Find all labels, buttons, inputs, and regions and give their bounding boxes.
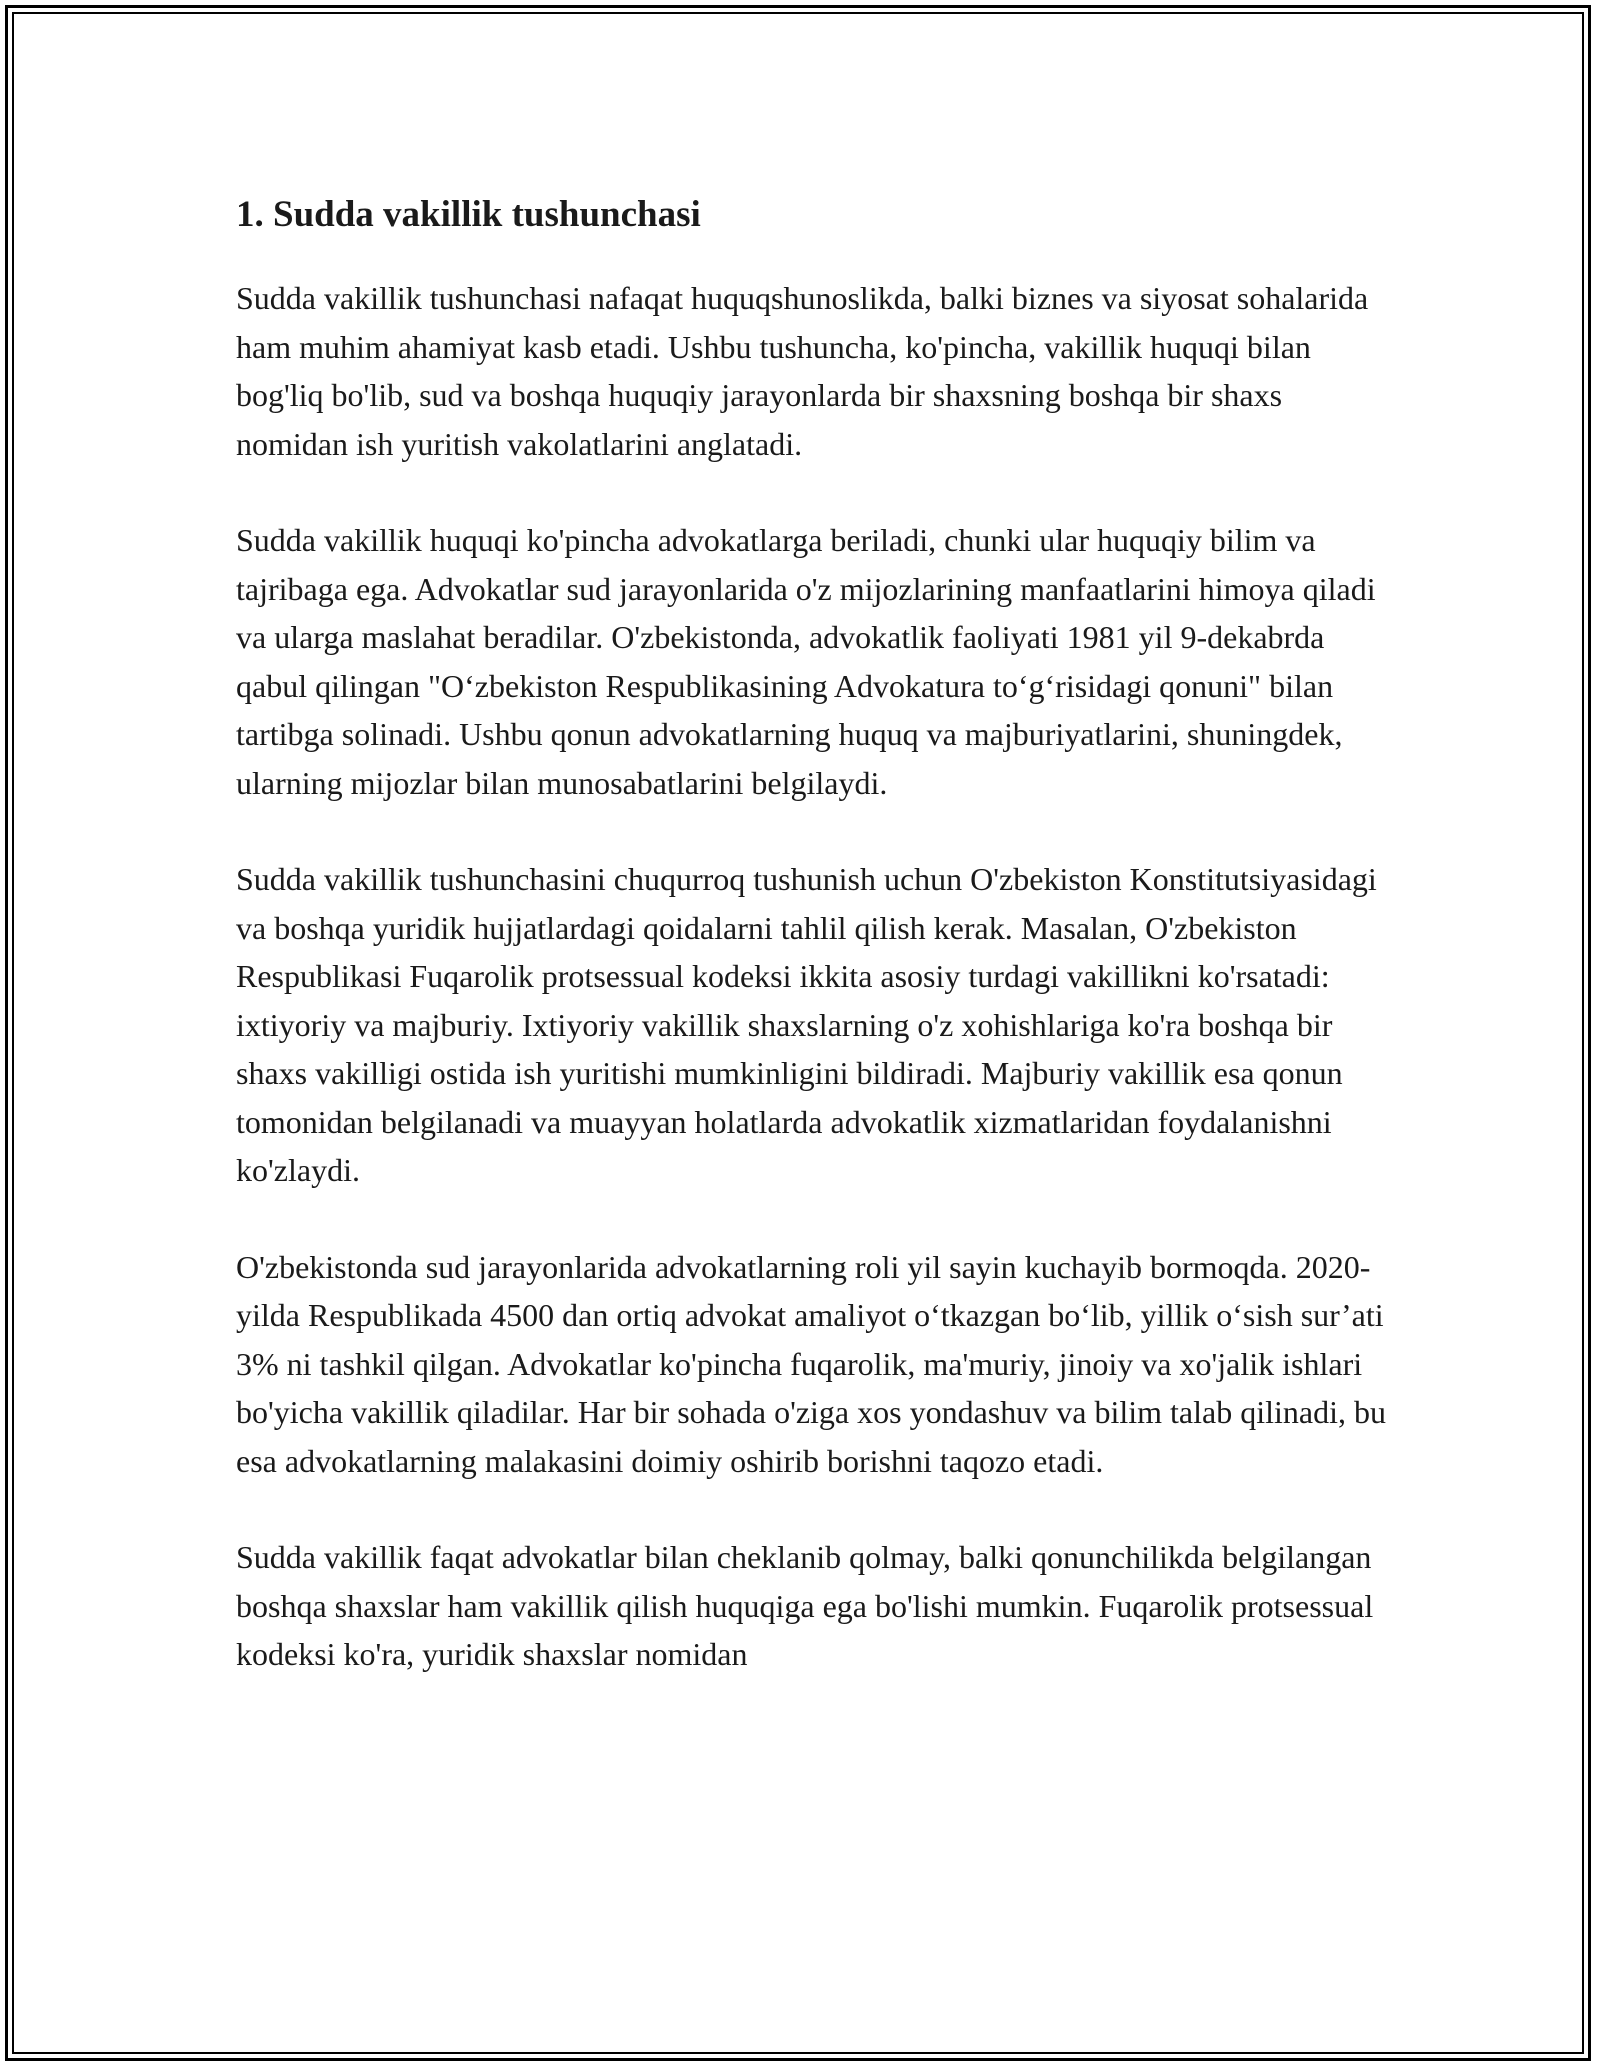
document-body xyxy=(236,184,1386,1727)
paragraph-3: Sudda vakillik tushunchasini chuqurroq tushunish uchun O'zbekiston Konstitutsiyasidagi va boshqa yuridik hujjatlardagi qoidalarni tahlil qilish kerak. Masalan, O'zbekiston Respublikasi Fuqarolik protsessual kodeksi ikkita asosiy turdagi vakillikni ko'rsatadi: ixtiyoriy va majburiy. Ixtiyoriy vakillik shaxslarning o'z xohishlariga ko'ra boshqa bir shaxs vakilligi ostida ish yuritishi mumkinligini bildiradi. Majburiy vakillik esa qonun tomonidan belgilanadi va muayyan holatlarda advokatlik xizmatlaridan foydalanishni ko'zlaydi. xyxy=(236,861,1377,1188)
paragraph-5: Sudda vakillik faqat advokatlar bilan cheklanib qolmay, balki qonunchilikda belgilangan boshqa shaxslar ham vakillik qilish huquqiga ega bo'lishi mumkin. Fuqarolik protsessual kodeksi ko'ra, yuridik shaxslar nomidan xyxy=(236,1539,1374,1672)
section-title: 1. Sudda vakillik tushunchasi xyxy=(236,194,701,235)
paragraph-2: Sudda vakillik huquqi ko'pincha advokatlarga beriladi, chunki ular huquqiy bilim va tajribaga ega. Advokatlar sud jarayonlarida o'z mijozlarining manfaatlarini himoya qiladi va ularga maslahat beradilar. O'zbekistonda, advokatlik faoliyati 1981 yil 9-dekabrda qabul qilingan "O‘zbekiston Respublikasining Advokatura to‘g‘risidagi qonuni" bilan tartibga solinadi. Ushbu qonun advokatlarning huquq va majburiyatlarini, shuningdek, ularning mijozlar bilan munosabatlarini belgilaydi. xyxy=(236,522,1376,801)
paragraph-4: O'zbekistonda sud jarayonlarida advokatlarning roli yil sayin kuchayib bormoqda. 2020-yilda Respublikada 4500 dan ortiq advokat amaliyot o‘tkazgan bo‘lib, yillik o‘sish sur’ati 3% ni tashkil qilgan. Advokatlar ko'pincha fuqarolik, ma'muriy, jinoiy va xo'jalik ishlari bo'yicha vakillik qiladilar. Har bir sohada o'ziga xos yondashuv va bilim talab qilinadi, bu esa advokatlarning malakasini doimiy oshirib borishni taqozo etadi. xyxy=(236,1248,1386,1479)
paragraph-1: Sudda vakillik tushunchasi nafaqat huquqshunoslikda, balki biznes va siyosat sohalarida ham muhim ahamiyat kasb etadi. Ushbu tushuncha, ko'pincha, vakillik huquqi bilan bog'liq bo'lib, sud va boshqa huquqiy jarayonlarda bir shaxsning boshqa bir shaxs nomidan ish yuritish vakolatlarini anglatadi. xyxy=(236,280,1369,462)
